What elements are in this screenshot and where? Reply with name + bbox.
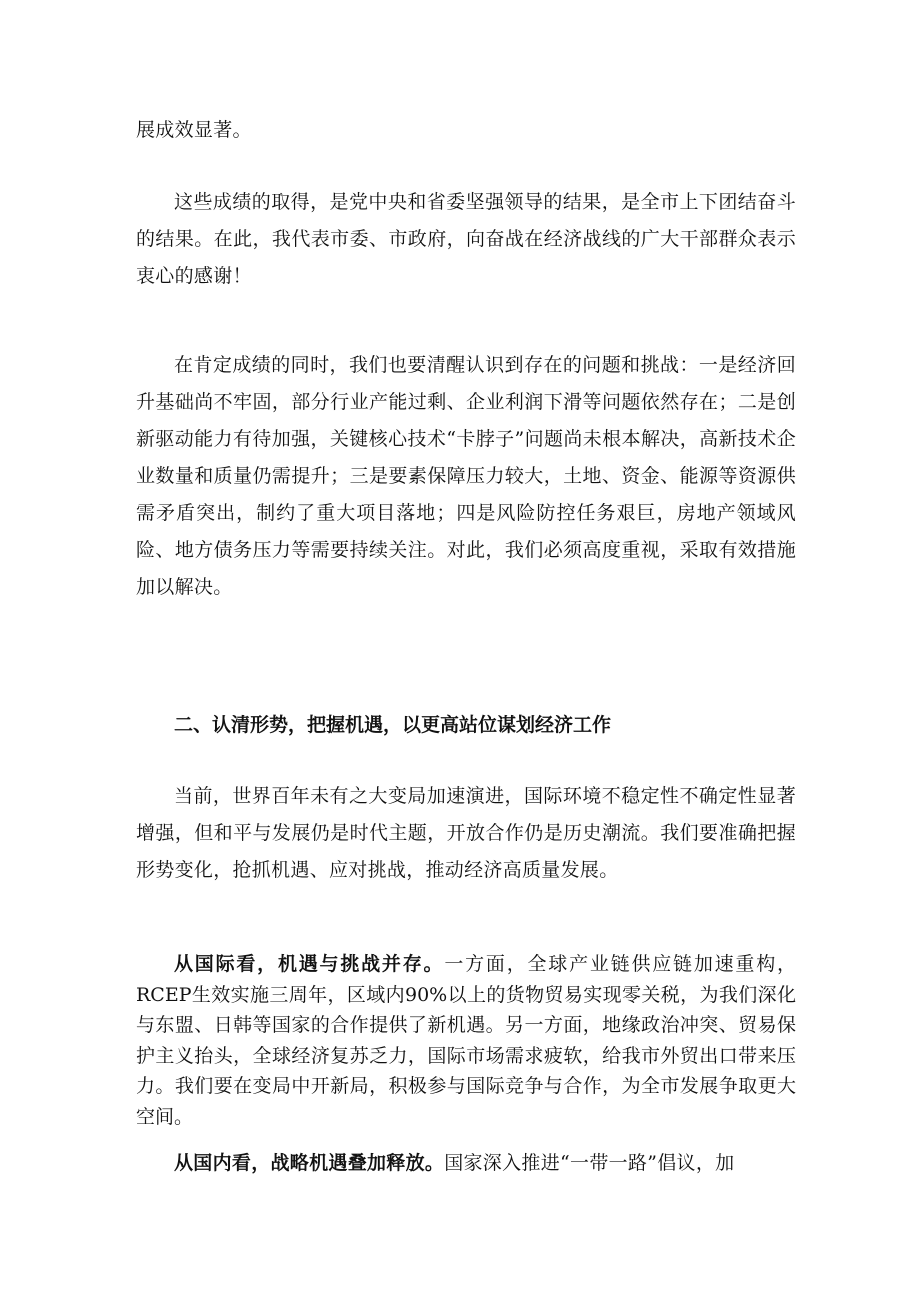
paragraph-challenges: 在肯定成绩的同时，我们也要清醒认识到存在的问题和挑战：一是经济回升基础尚不牢固，部分行业产能过剩、企业利润下滑等问题依然存在；二是创新驱动能力有待加强，关键核心技术“卡脖子”问题尚未根本解决，高新技术企业数量和质量仍需提升；三是要素保障压力较大，土地、资金、能源等资源供需矛盾突出，制约了重大项目落地；四是风险防控任务艰巨，房地产领域风险、地方债务压力等需要持续关注。对此，我们必须高度重视，采取有效措施加以解决。 — [136, 354, 796, 598]
paragraph-international — [136, 949, 796, 1132]
paragraph-domestic — [136, 1145, 796, 1182]
paragraph-international-lead: 从国际看，机遇与挑战并存。 — [174, 953, 445, 975]
section-heading: 二、认清形势，把握机遇，以更高站位谋划经济工作 — [174, 714, 612, 736]
paragraph-international-body: 一方面，全球产业链供应链加速重构，RCEP生效实施三周年，区域内90%以上的货物贸易实现零关税，为我们深化与东盟、日韩等国家的合作提供了新机遇。另一方面，地缘政治冲突、贸易保护主义抬头，全球经济复苏乏力，国际市场需求疲软，给我市外贸出口带来压力。我们要在变局中开新局，积极参与国际竞争与合作，为全市发展争取更大空间。 — [136, 953, 796, 1128]
paragraph-continuation: 展成效显著。 — [136, 119, 252, 141]
paragraph-domestic-lead: 从国内看，战略机遇叠加释放。 — [174, 1152, 445, 1174]
paragraph-domestic-body: 国家深入推进“一带一路”倡议，加 — [444, 1152, 735, 1174]
paragraph-thanks: 这些成绩的取得，是党中央和省委坚强领导的结果，是全市上下团结奋斗的结果。在此，我代表市委、市政府，向奋战在经济战线的广大干部群众表示衷心的感谢！ — [136, 191, 796, 287]
paragraph-situation: 当前，世界百年未有之大变局加速演进，国际环境不稳定性不确定性显著增强，但和平与发展仍是时代主题，开放合作仍是历史潮流。我们要准确把握形势变化，抢抓机遇、应对挑战，推动经济高质量发展。 — [136, 785, 796, 881]
